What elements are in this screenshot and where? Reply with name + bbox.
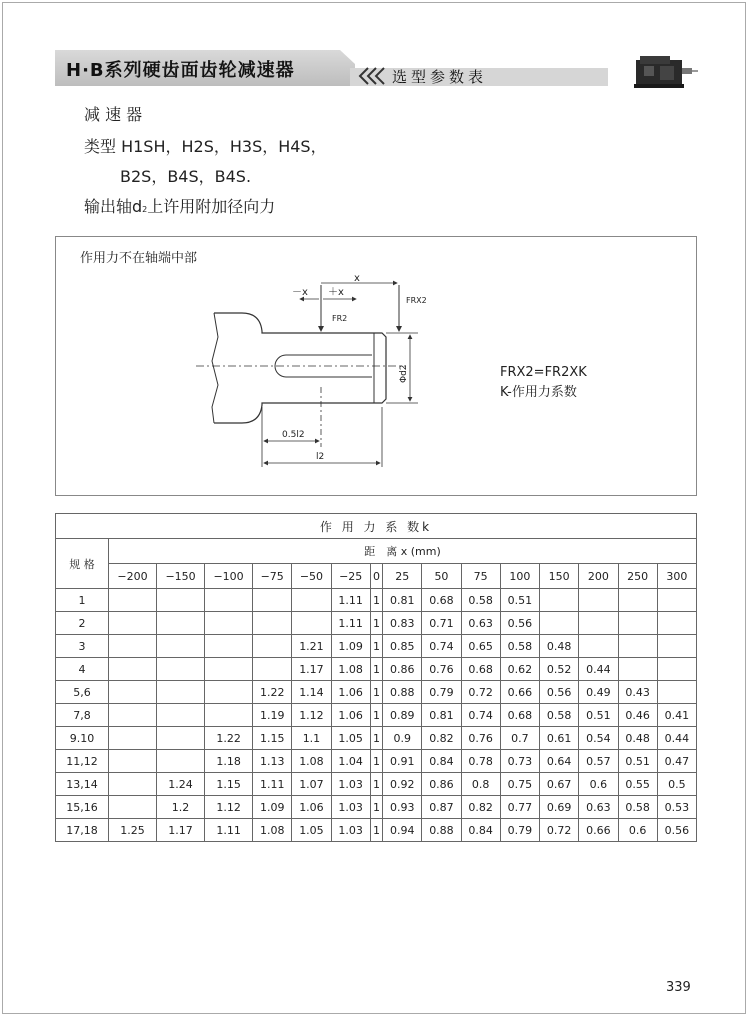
table-cell bbox=[205, 658, 253, 681]
table-cell: 1.15 bbox=[205, 773, 253, 796]
table-cell: 1.25 bbox=[109, 819, 157, 842]
column-header: 0 bbox=[370, 564, 382, 589]
row-spec: 11,12 bbox=[56, 750, 109, 773]
table-cell bbox=[109, 704, 157, 727]
table-cell bbox=[109, 750, 157, 773]
column-header: 75 bbox=[461, 564, 500, 589]
table-cell bbox=[540, 612, 579, 635]
table-cell: 1.19 bbox=[253, 704, 292, 727]
table-cell: 0.53 bbox=[657, 796, 696, 819]
table-cell: 1 bbox=[370, 773, 382, 796]
table-cell: 0.68 bbox=[422, 589, 461, 612]
table-cell: 0.79 bbox=[422, 681, 461, 704]
table-cell: 0.66 bbox=[500, 681, 539, 704]
table-cell: 1.05 bbox=[331, 727, 370, 750]
row-spec: 1 bbox=[56, 589, 109, 612]
table-cell: 0.85 bbox=[383, 635, 422, 658]
table-cell: 0.68 bbox=[500, 704, 539, 727]
table-cell bbox=[109, 589, 157, 612]
table-cell: 0.47 bbox=[657, 750, 696, 773]
column-header: −100 bbox=[205, 564, 253, 589]
table-cell bbox=[205, 635, 253, 658]
table-cell bbox=[253, 635, 292, 658]
table-cell: 1.11 bbox=[331, 589, 370, 612]
column-header: −75 bbox=[253, 564, 292, 589]
table-cell bbox=[109, 796, 157, 819]
gear-reducer-image bbox=[630, 52, 698, 92]
table-cell: 0.77 bbox=[500, 796, 539, 819]
table-cell: 0.94 bbox=[383, 819, 422, 842]
table-cell bbox=[157, 681, 205, 704]
table-cell: 0.72 bbox=[461, 681, 500, 704]
table-cell bbox=[657, 589, 696, 612]
table-cell: 0.8 bbox=[461, 773, 500, 796]
table-row bbox=[56, 796, 697, 819]
table-cell: 0.51 bbox=[579, 704, 618, 727]
table-row bbox=[56, 750, 697, 773]
table-cell: 0.56 bbox=[540, 681, 579, 704]
row-spec: 3 bbox=[56, 635, 109, 658]
table-cell bbox=[109, 635, 157, 658]
table-cell: 0.71 bbox=[422, 612, 461, 635]
column-header: 150 bbox=[540, 564, 579, 589]
table-cell: 0.81 bbox=[422, 704, 461, 727]
column-header: 50 bbox=[422, 564, 461, 589]
table-cell bbox=[579, 612, 618, 635]
table-cell: 0.88 bbox=[383, 681, 422, 704]
table-cell: 1.08 bbox=[292, 750, 331, 773]
table-cell: 0.68 bbox=[461, 658, 500, 681]
table-cell: 1.03 bbox=[331, 796, 370, 819]
table-cell bbox=[253, 612, 292, 635]
table-row bbox=[56, 635, 697, 658]
column-header: −150 bbox=[157, 564, 205, 589]
table-cell bbox=[205, 704, 253, 727]
table-cell bbox=[618, 612, 657, 635]
label-frx2: FRX2 bbox=[406, 296, 427, 305]
table-cell: 1.17 bbox=[157, 819, 205, 842]
table-row bbox=[56, 773, 697, 796]
table-cell: 0.48 bbox=[618, 727, 657, 750]
table-cell: 1.03 bbox=[331, 819, 370, 842]
table-cell bbox=[292, 612, 331, 635]
table-cell: 0.51 bbox=[618, 750, 657, 773]
table-cell: 1.21 bbox=[292, 635, 331, 658]
table-cell: 1 bbox=[370, 727, 382, 750]
intro-line-types: 类型 H1SH，H2S，H3S，H4S， bbox=[84, 137, 327, 156]
row-spec: 4 bbox=[56, 658, 109, 681]
table-cell: 1.17 bbox=[292, 658, 331, 681]
table-cell: 0.58 bbox=[618, 796, 657, 819]
table-cell: 0.44 bbox=[657, 727, 696, 750]
table-cell bbox=[579, 589, 618, 612]
table-cell: 0.63 bbox=[461, 612, 500, 635]
column-header: 300 bbox=[657, 564, 696, 589]
table-cell: 0.73 bbox=[500, 750, 539, 773]
table-cell bbox=[657, 658, 696, 681]
table-cell: 0.91 bbox=[383, 750, 422, 773]
table-cell bbox=[253, 589, 292, 612]
table-cell: 0.65 bbox=[461, 635, 500, 658]
label-x: x bbox=[354, 273, 360, 284]
table-cell: 0.83 bbox=[383, 612, 422, 635]
page-number: 339 bbox=[666, 980, 691, 995]
table-cell: 0.7 bbox=[500, 727, 539, 750]
table-cell: 0.82 bbox=[461, 796, 500, 819]
table-cell: 0.55 bbox=[618, 773, 657, 796]
intro-line-types-cont: B2S，B4S，B4S. bbox=[120, 167, 252, 186]
table-column-headers bbox=[56, 564, 697, 589]
table-cell: 0.56 bbox=[657, 819, 696, 842]
table-cell: 1.13 bbox=[253, 750, 292, 773]
table-cell: 1.06 bbox=[331, 681, 370, 704]
table-cell bbox=[157, 635, 205, 658]
row-spec: 9.10 bbox=[56, 727, 109, 750]
table-cell: 1.22 bbox=[253, 681, 292, 704]
intro-line-reducer: 减 速 器 bbox=[84, 105, 143, 124]
diagram-panel bbox=[55, 236, 697, 496]
formula-line: FRX2=FR2XK bbox=[500, 365, 587, 380]
page-subtitle: 选型参数表 bbox=[392, 68, 488, 86]
table-cell bbox=[579, 635, 618, 658]
table-cell: 0.44 bbox=[579, 658, 618, 681]
table-cell: 0.88 bbox=[422, 819, 461, 842]
table-cell: 1.07 bbox=[292, 773, 331, 796]
table-cell: 0.48 bbox=[540, 635, 579, 658]
table-row bbox=[56, 589, 697, 612]
table-cell: 0.76 bbox=[461, 727, 500, 750]
table-cell bbox=[618, 658, 657, 681]
table-cell: 0.5 bbox=[657, 773, 696, 796]
table-cell: 0.84 bbox=[461, 819, 500, 842]
row-spec: 5,6 bbox=[56, 681, 109, 704]
table-cell: 1 bbox=[370, 704, 382, 727]
table-cell bbox=[157, 612, 205, 635]
table-cell: 0.72 bbox=[540, 819, 579, 842]
shaft-diagram bbox=[56, 237, 698, 497]
table-cell: 0.66 bbox=[579, 819, 618, 842]
diagram-label: 作用力不在轴端中部 bbox=[80, 251, 198, 266]
table-cell: 0.41 bbox=[657, 704, 696, 727]
table-cell: 0.78 bbox=[461, 750, 500, 773]
table-cell bbox=[205, 612, 253, 635]
column-header: 25 bbox=[383, 564, 422, 589]
table-cell bbox=[109, 681, 157, 704]
table-cell: 0.86 bbox=[383, 658, 422, 681]
table-cell: 1 bbox=[370, 796, 382, 819]
table-cell: 0.56 bbox=[500, 612, 539, 635]
table-cell bbox=[157, 750, 205, 773]
row-spec: 17,18 bbox=[56, 819, 109, 842]
table-cell: 0.58 bbox=[540, 704, 579, 727]
table-caption: 作 用 力 系 数k bbox=[56, 514, 697, 539]
table-cell: 0.6 bbox=[618, 819, 657, 842]
table-cell: 0.74 bbox=[461, 704, 500, 727]
table-cell: 0.82 bbox=[422, 727, 461, 750]
table-row bbox=[56, 612, 697, 635]
table-cell bbox=[205, 681, 253, 704]
table-cell: 1.06 bbox=[331, 704, 370, 727]
label-fr2: FR2 bbox=[332, 314, 348, 323]
table-cell: 0.79 bbox=[500, 819, 539, 842]
formula-note: K-作用力系数 bbox=[500, 385, 577, 400]
row-spec: 7,8 bbox=[56, 704, 109, 727]
table-cell bbox=[657, 612, 696, 635]
table-cell: 0.74 bbox=[422, 635, 461, 658]
table-cell: 0.63 bbox=[579, 796, 618, 819]
label-l2: l2 bbox=[316, 452, 325, 462]
table-cell: 1.08 bbox=[331, 658, 370, 681]
table-cell bbox=[109, 612, 157, 635]
table-cell: 1.08 bbox=[253, 819, 292, 842]
table-cell: 0.54 bbox=[579, 727, 618, 750]
formula-block bbox=[500, 363, 587, 403]
table-cell: 0.81 bbox=[383, 589, 422, 612]
table-cell: 0.43 bbox=[618, 681, 657, 704]
table-cell: 1 bbox=[370, 635, 382, 658]
table-cell: 0.51 bbox=[500, 589, 539, 612]
table-cell: 1.09 bbox=[331, 635, 370, 658]
table-row bbox=[56, 704, 697, 727]
table-cell: 0.62 bbox=[500, 658, 539, 681]
table-cell bbox=[540, 589, 579, 612]
table-cell: 0.57 bbox=[579, 750, 618, 773]
table-cell: 1.05 bbox=[292, 819, 331, 842]
table-cell: 0.46 bbox=[618, 704, 657, 727]
table-cell: 0.67 bbox=[540, 773, 579, 796]
column-header: −50 bbox=[292, 564, 331, 589]
table-cell: 0.58 bbox=[500, 635, 539, 658]
table-cell: 1.09 bbox=[253, 796, 292, 819]
table-cell: 0.9 bbox=[383, 727, 422, 750]
table-cell bbox=[157, 704, 205, 727]
column-header: −200 bbox=[109, 564, 157, 589]
row-spec: 13,14 bbox=[56, 773, 109, 796]
table-row bbox=[56, 681, 697, 704]
table-cell: 0.75 bbox=[500, 773, 539, 796]
table-row bbox=[56, 819, 697, 842]
force-coefficient-table bbox=[55, 513, 697, 842]
table-cell: 1 bbox=[370, 819, 382, 842]
table-cell: 0.69 bbox=[540, 796, 579, 819]
table-row bbox=[56, 727, 697, 750]
table-cell: 1 bbox=[370, 750, 382, 773]
column-header: −25 bbox=[331, 564, 370, 589]
label-half-l2: 0.5l2 bbox=[282, 430, 305, 440]
label-plus-x: ＋x bbox=[328, 287, 344, 298]
table-cell: 1.22 bbox=[205, 727, 253, 750]
table-cell bbox=[157, 658, 205, 681]
table-cell: 1.18 bbox=[205, 750, 253, 773]
label-minus-x: －x bbox=[292, 287, 308, 298]
table-cell: 1.24 bbox=[157, 773, 205, 796]
table-cell: 1.1 bbox=[292, 727, 331, 750]
table-cell bbox=[618, 635, 657, 658]
table-cell: 0.87 bbox=[422, 796, 461, 819]
table-cell bbox=[657, 681, 696, 704]
table-cell: 1.2 bbox=[157, 796, 205, 819]
table-cell bbox=[109, 727, 157, 750]
table-cell: 1.04 bbox=[331, 750, 370, 773]
label-d2: Φd2 bbox=[399, 364, 409, 383]
table-cell: 0.49 bbox=[579, 681, 618, 704]
table-cell: 0.93 bbox=[383, 796, 422, 819]
table-cell: 1.11 bbox=[205, 819, 253, 842]
table-cell: 1 bbox=[370, 681, 382, 704]
table-cell bbox=[157, 727, 205, 750]
table-cell: 1 bbox=[370, 658, 382, 681]
table-cell: 0.76 bbox=[422, 658, 461, 681]
table-cell: 1.12 bbox=[292, 704, 331, 727]
table-row bbox=[56, 658, 697, 681]
table-cell: 1.06 bbox=[292, 796, 331, 819]
chevrons-icon bbox=[356, 64, 392, 88]
table-cell bbox=[292, 589, 331, 612]
table-cell: 0.89 bbox=[383, 704, 422, 727]
column-header: 250 bbox=[618, 564, 657, 589]
table-cell bbox=[253, 658, 292, 681]
table-cell: 0.61 bbox=[540, 727, 579, 750]
column-header: 100 bbox=[500, 564, 539, 589]
table-cell: 0.58 bbox=[461, 589, 500, 612]
table-cell: 0.52 bbox=[540, 658, 579, 681]
table-cell: 1.03 bbox=[331, 773, 370, 796]
table-cell: 0.92 bbox=[383, 773, 422, 796]
table-cell: 1.12 bbox=[205, 796, 253, 819]
table-cell: 0.6 bbox=[579, 773, 618, 796]
table-cell bbox=[109, 773, 157, 796]
table-cell bbox=[205, 589, 253, 612]
row-spec: 2 bbox=[56, 612, 109, 635]
table-cell: 0.86 bbox=[422, 773, 461, 796]
table-distance-header: 距 离 x (mm) bbox=[109, 539, 697, 564]
table-cell bbox=[657, 635, 696, 658]
table-cell: 1.11 bbox=[331, 612, 370, 635]
row-spec: 15,16 bbox=[56, 796, 109, 819]
table-cell: 1 bbox=[370, 589, 382, 612]
column-header: 200 bbox=[579, 564, 618, 589]
table-cell: 1.14 bbox=[292, 681, 331, 704]
table-row-header: 规 格 bbox=[56, 539, 109, 589]
table-cell bbox=[109, 658, 157, 681]
table-cell: 1.11 bbox=[253, 773, 292, 796]
page-title: H·B系列硬齿面齿轮减速器 bbox=[66, 60, 295, 81]
table-cell: 0.64 bbox=[540, 750, 579, 773]
table-cell bbox=[157, 589, 205, 612]
table-cell: 0.84 bbox=[422, 750, 461, 773]
table-cell: 1 bbox=[370, 612, 382, 635]
intro-line-shaft: 输出轴d2上许用附加径向力 bbox=[84, 197, 276, 216]
table-cell bbox=[618, 589, 657, 612]
table-cell: 1.15 bbox=[253, 727, 292, 750]
